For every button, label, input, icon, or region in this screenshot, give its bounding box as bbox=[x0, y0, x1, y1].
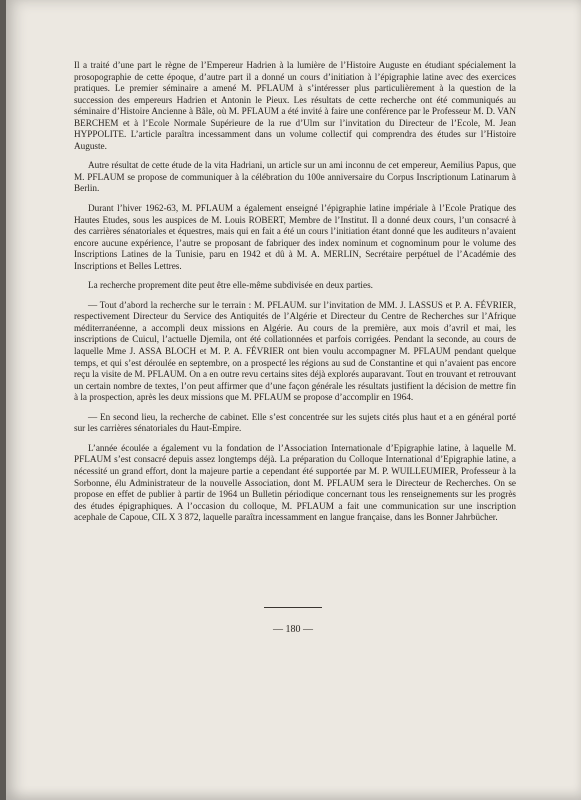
separator-rule bbox=[264, 607, 322, 608]
body-text bbox=[74, 60, 516, 532]
paragraph-association: L’année écoulée a également vu la fondation de l’Association Internationale d’Epigraphie latine, à laquelle M. PFLAUM s’est consacré depuis assez longtemps déjà. La préparation du Colloque International d’Epigraphie latine, a nécessité un grand effort, dont la majeure partie a cependant été supportée par M. P. WUILLEUMIER, Professeur à la Sorbonne, élu Administrateur de la nouvelle Association, dont M. PFLAUM sera le Directeur de Recherches. On se propose en effet de publier à partir de 1964 un Bulletin périodique concernant tous les renseignements sur les progrès des études épigraphiques. A l’occasion du colloque, M. PFLAUM a fait une communication sur une inscription acephale de Capoue, CIL X 3 872, laquelle paraîtra incessamment en langue française, dans les Bonner Jahrbücher. bbox=[74, 442, 516, 523]
page-number: — 180 — bbox=[273, 624, 313, 635]
paragraph-aemilius-papus: Autre résultat de cette étude de la vita Hadriani, un article sur un ami inconnu de cet empereur, Aemilius Papus, que M. PFLAUM se propose de communiquer à la célébration du 100e anniversaire du Corpus Inscriptionum Latinarum à Berlin. bbox=[74, 160, 516, 194]
paragraph-recherche-cabinet: — En second lieu, la recherche de cabinet. Elle s’est concentrée sur les sujets cités plus haut et a en général porté sur les carrières sénatoriales du Haut-Empire. bbox=[74, 411, 516, 434]
paragraph-recherche-intro: La recherche proprement dite peut être elle-même subdivisée en deux parties. bbox=[88, 280, 373, 291]
paragraph-recherche-terrain: — Tout d’abord la recherche sur le terrain : M. PFLAUM. sur l’invitation de MM. J. LASSUS et P. A. FÉVRIER, respectivement Directeur du Service des Antiquités de l’Algérie et Directeur du Centre de Recherches sur l’Afrique méditerranéenne, a accompli deux missions en Algérie. Au cours de la première, aux mois d’avril et mai, les inscriptions de Cuicul, l’actuelle Djemila, ont été collationnées et parfois corrigées. Pendant la seconde, au cours de laquelle Mme J. ASSA BLOCH et M. P. A. FÉVRIER ont bien voulu accompagner M. PFLAUM pendant quelque temps, et qui s’est déroulée en septembre, on a prospecté les régions au sud de Constantine et qui n’avaient pas encore reçu la visite de M. PFLAUM. On a en outre revu certains sites déjà explorés auparavant. Tout en trouvant et retrouvant un certain nombre de textes, l’on peut affirmer que d’une façon générale les résultats justifient la décision de mettre fin à la prospection, après les deux missions que M. PFLAUM se propose d’accomplir en 1964. bbox=[74, 299, 516, 403]
paragraph-hiver-1962: Durant l’hiver 1962-63, M. PFLAUM a également enseigné l’épigraphie latine impériale à l’Ecole Pratique des Hautes Etudes, sous les auspices de M. Louis ROBERT, Membre de l’Institut. Il a donné deux cours, l’un consacré à des carrières sénatoriales et équestres, mais qui en fait a été un cours l’initiation étant donné que les auditeurs n’avaient encore aucune expérience, l’autre se proposant de fabriquer des index nominum et cognominum pour le volume des Inscriptions Latines de la Tunisie, paru en 1942 et dû à M. A. MERLIN, Secrétaire perpétuel de l’Académie des Inscriptions et Belles Lettres. bbox=[74, 203, 516, 271]
paragraph-hadrien: Il a traité d’une part le règne de l’Empereur Hadrien à la lumière de l’Histoire Auguste en étudiant spécialement la prosopographie de cette époque, d’autre part il a donné un cours d’initiation à l’épigraphie latine avec des exercices pratiques. Le premier séminaire a amené M. PFLAUM à s’intéresser plus particulièrement à la question de la succession des empereurs Hadrien et Antonin le Pieux. Les résultats de cette recherche ont été communiqués au séminaire d’Histoire Ancienne à Bâle, où M. PFLAUM a été invité à faire une conférence par le Professeur M. D. VAN BERCHEM et à l’Ecole Normale Supérieure de la rue d’Ulm sur l’invitation du Directeur de l’Ecole, M. Jean HYPPOLITE. L’article paraîtra incessamment dans un volume collectif qui comprendra des études sur l’Histoire Auguste. bbox=[74, 60, 516, 151]
document-page bbox=[6, 0, 581, 800]
